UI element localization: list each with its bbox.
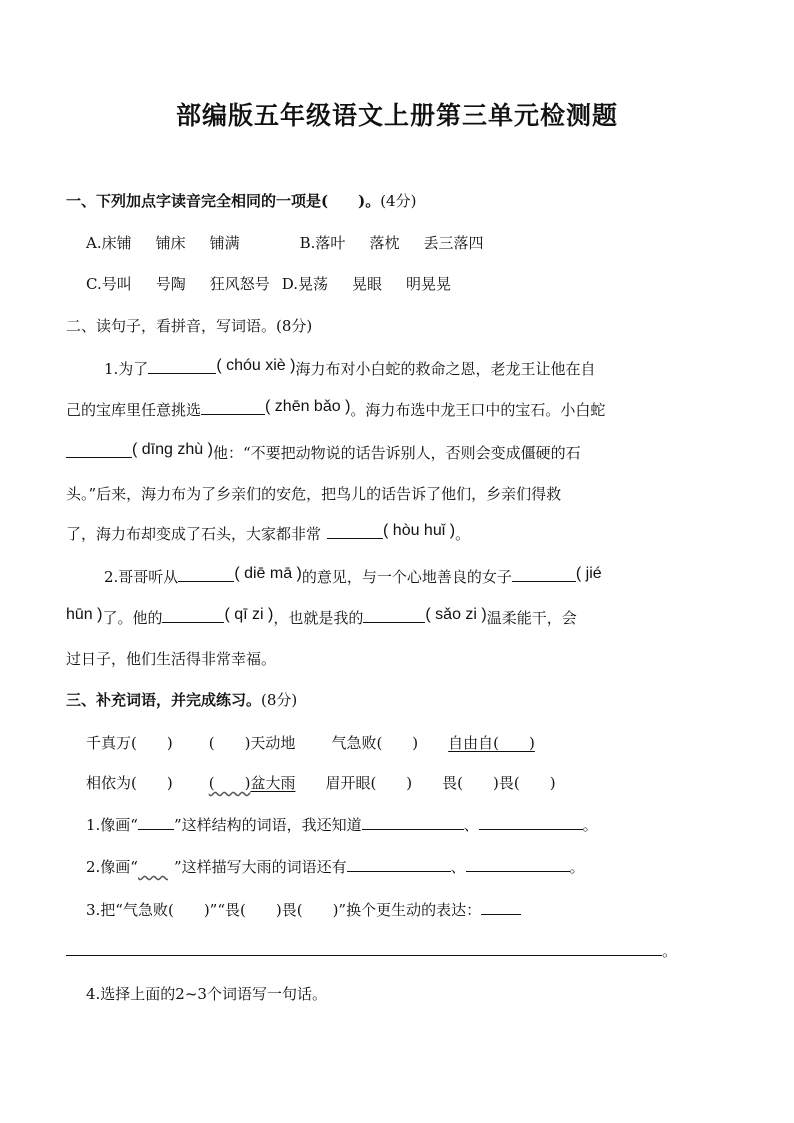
q3-row-1	[86, 732, 535, 754]
pinyin: hūn )	[66, 606, 103, 623]
q2-line-6: 2.哥哥听从 ( diē mā )的意见，与一个心地善良的女子 ( jié	[104, 565, 602, 586]
answer-blank[interactable]	[466, 857, 570, 872]
answer-blank[interactable]	[178, 567, 234, 582]
idiom-5: 相依为( )	[86, 774, 173, 792]
pinyin: ( hòu huǐ )	[383, 522, 456, 539]
idiom-2: ( )天动地	[208, 734, 296, 752]
option-c-2: 号陶	[155, 275, 186, 293]
option-d-2: 晃眼	[352, 275, 383, 293]
idiom-1: 千真万( )	[86, 734, 173, 752]
q3-row-2	[86, 772, 556, 794]
q3-sub-3-answer-line: 。	[66, 940, 677, 962]
answer-blank[interactable]	[148, 359, 216, 374]
answer-blank[interactable]	[481, 900, 521, 915]
option-b-3: 丢三落四	[423, 234, 484, 252]
example-underline	[138, 815, 174, 830]
q2-line-4: 头。”后来，海力布为了乡亲们的安危，把鸟儿的话告诉了他们，乡亲们得救	[66, 485, 562, 503]
answer-blank[interactable]	[201, 400, 265, 415]
option-c-1: C.号叫	[86, 275, 132, 293]
pinyin: ( dīng zhù )	[132, 441, 213, 458]
idiom-4: 自由自( )	[448, 734, 535, 752]
pinyin: ( sǎo zi )	[425, 606, 487, 623]
q3-heading: 三、补充词语，并完成练习。(8分)	[66, 691, 298, 709]
example-wavy-underline	[138, 856, 174, 878]
answer-blank[interactable]	[66, 443, 132, 458]
q2-line-1: 1.为了 ( chóu xiè )海力布对小白蛇的救命之恩，老龙王让他在自	[104, 357, 596, 378]
pinyin: ( diē mā )	[234, 565, 302, 582]
idiom-6-blank: ( )	[208, 774, 251, 792]
answer-blank[interactable]	[66, 941, 662, 956]
option-b-2: 落枕	[369, 234, 400, 252]
q3-sub-2: 2.像画“ ”这样描写大雨的词语还有 、 。	[86, 858, 585, 876]
q2-heading: 二、读句子，看拼音，写词语。(8分)	[66, 317, 313, 335]
q3-sub-4: 4.选择上面的2~3个词语写一句话。	[86, 985, 327, 1003]
answer-blank[interactable]	[162, 608, 224, 623]
option-d-1: D.晃荡	[281, 275, 329, 293]
answer-blank[interactable]	[363, 608, 425, 623]
q3-sub-1: 1.像画“ ”这样结构的词语，我还知道 、 。	[86, 816, 598, 834]
answer-blank[interactable]	[479, 815, 583, 830]
pinyin: ( zhēn bǎo )	[265, 398, 351, 415]
pinyin: ( qī zi )	[224, 606, 274, 623]
page-title: 部编版五年级语文上册第三单元检测题	[175, 101, 618, 130]
answer-blank[interactable]	[512, 567, 576, 582]
q1-heading: 一、下列加点字读音完全相同的一项是( )。(4分)	[66, 192, 417, 210]
idiom-3: 气急败( )	[331, 734, 419, 752]
option-a-3: 铺满	[209, 234, 240, 252]
pinyin: ( jié	[575, 565, 602, 582]
option-a-1: A.床铺	[86, 234, 132, 252]
idiom-6-text: 盆大雨	[250, 774, 296, 792]
option-b-1: B.落叶	[299, 234, 346, 252]
q3-sub-3: 3.把“气急败( )”“畏( )畏( )”换个更生动的表达：	[86, 899, 521, 921]
option-d-3: 明晃晃	[406, 275, 452, 293]
q2-line-8: 过日子，他们生活得非常幸福。	[66, 650, 277, 668]
answer-blank[interactable]	[347, 857, 451, 872]
q2-line-7: hūn )了。他的 ( qī zi )，也就是我的 ( sǎo zi )温柔能干，会	[66, 606, 577, 627]
answer-blank[interactable]	[362, 815, 464, 830]
q1-options-ab	[86, 232, 483, 254]
q2-line-2: 己的宝库里任意挑选 ( zhēn bǎo )。海力布选中龙王口中的宝石。小白蛇	[66, 398, 606, 419]
pinyin: ( chóu xiè )	[216, 357, 296, 374]
idiom-8: 畏( )畏( )	[442, 774, 556, 792]
q2-line-5: 了，海力布却变成了石头，大家都非常 ( hòu huǐ )。	[66, 522, 471, 543]
idiom-7: 眉开眼( )	[325, 774, 413, 792]
q2-line-3: ( dīng zhù )他：“不要把动物说的话告诉别人，否则会变成僵硬的石	[66, 442, 581, 465]
answer-blank[interactable]	[327, 524, 383, 539]
option-c-3: 狂风怒号	[209, 275, 270, 293]
option-a-2: 铺床	[155, 234, 186, 252]
q1-options-cd	[86, 273, 451, 295]
